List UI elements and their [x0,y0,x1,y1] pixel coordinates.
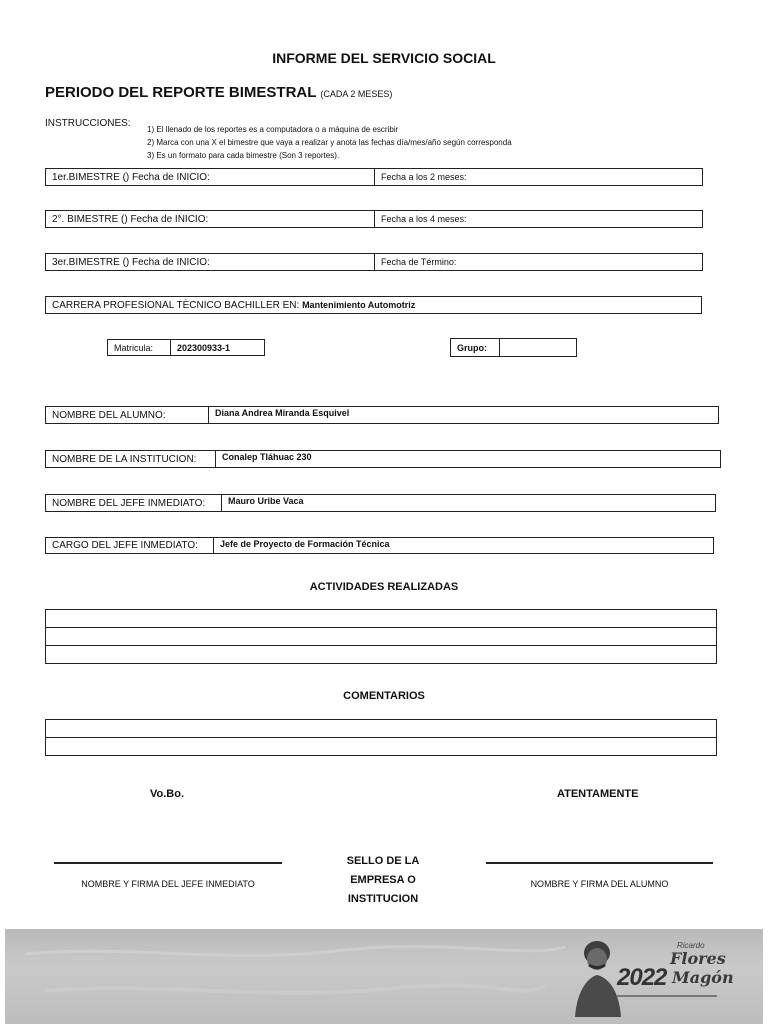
comentarios-row[interactable] [45,737,717,756]
alumno-signature-label: NOMBRE Y FIRMA DEL ALUMNO [530,879,669,889]
actividades-row[interactable] [45,645,717,664]
actividades-row[interactable] [45,609,717,628]
jefe-cargo-value: Jefe de Proyecto de Formación Técnica [213,538,713,553]
bimestre-row-1[interactable] [45,168,703,186]
institucion-value: Conalep Tláhuac 230 [215,451,720,467]
logo-name-2: Magón [672,968,734,987]
footer-banner [5,929,763,1024]
vobo-label: Vo.Bo. [150,788,185,800]
alumno-value: Diana Andrea Miranda Esquivel [208,407,718,423]
bimestre-end-label: Fecha de Término: [374,254,702,270]
carrera-value: Mantenimiento Automotriz [302,300,416,310]
institucion-field[interactable] [45,450,721,468]
matricula-value: 202300933-1 [170,340,264,355]
instruction-item: 2) Marca con una X el bimestre que vaya a realizar y anota las fechas día/mes/año según corresponda [147,138,512,147]
jefe-signature-label: NOMBRE Y FIRMA DEL JEFE INMEDIATO [81,879,255,889]
alumno-label: NOMBRE DEL ALUMNO: [52,409,166,421]
bimestre-end-label: Fecha a los 2 meses: [374,169,702,185]
matricula-label: Matricula: [114,342,154,353]
matricula-field[interactable] [107,339,265,356]
jefe-cargo-label: CARGO DEL JEFE INMEDIATO: [52,540,198,551]
actividades-row[interactable] [45,627,717,646]
actividades-heading: ACTIVIDADES REALIZADAS [309,581,459,593]
grupo-value [499,339,576,356]
alumno-signature-line [486,862,713,864]
instruction-item: 1) El llenado de los reportes es a computadora o a máquina de escribir [147,125,399,134]
bimestre-end-label: Fecha a los 4 meses: [374,211,702,227]
grupo-field[interactable] [450,338,577,357]
logo-top-text: Ricardo [677,941,705,950]
jefe-nombre-field[interactable] [45,494,716,512]
jefe-signature-line [54,862,282,864]
bimestre-start-label: 2°. BIMESTRE () Fecha de INICIO: [52,213,209,225]
bimestre-row-3[interactable] [45,253,703,271]
period-note: (CADA 2 MESES) [320,89,393,99]
period-main: PERIODO DEL REPORTE BIMESTRAL [45,84,317,101]
alumno-field[interactable] [45,406,719,424]
logo-name-1: Flores [670,949,726,968]
jefe-nombre-label: NOMBRE DEL JEFE INMEDIATO: [52,497,206,509]
logo-underline [617,995,717,997]
atentamente-label: ATENTAMENTE [557,788,639,800]
sello-label: SELLO DE LA EMPRESA O INSTITUCION [346,855,420,905]
period-heading [45,84,392,101]
logo-year: 2022 [617,964,667,991]
carrera-label: CARRERA PROFESIONAL TÈCNICO BACHILLER EN: [52,299,300,311]
comentarios-heading: COMENTARIOS [343,690,425,702]
document-title: INFORME DEL SERVICIO SOCIAL [272,50,496,66]
instructions-label: INSTRUCCIONES: [45,118,131,129]
comentarios-row[interactable] [45,719,717,738]
jefe-nombre-value: Mauro Uribe Vaca [221,495,715,511]
instruction-item: 3) Es un formato para cada bimestre (Son 3 reportes). [147,151,340,160]
bimestre-row-2[interactable] [45,210,703,228]
bimestre-start-label: 3er.BIMESTRE () Fecha de INICIO: [52,256,210,268]
carrera-field[interactable] [45,296,702,314]
bimestre-start-label: 1er.BIMESTRE () Fecha de INICIO: [52,171,210,183]
institucion-label: NOMBRE DE LA INSTITUCION: [52,453,197,465]
grupo-label: Grupo: [457,342,487,353]
jefe-cargo-field[interactable] [45,537,714,554]
